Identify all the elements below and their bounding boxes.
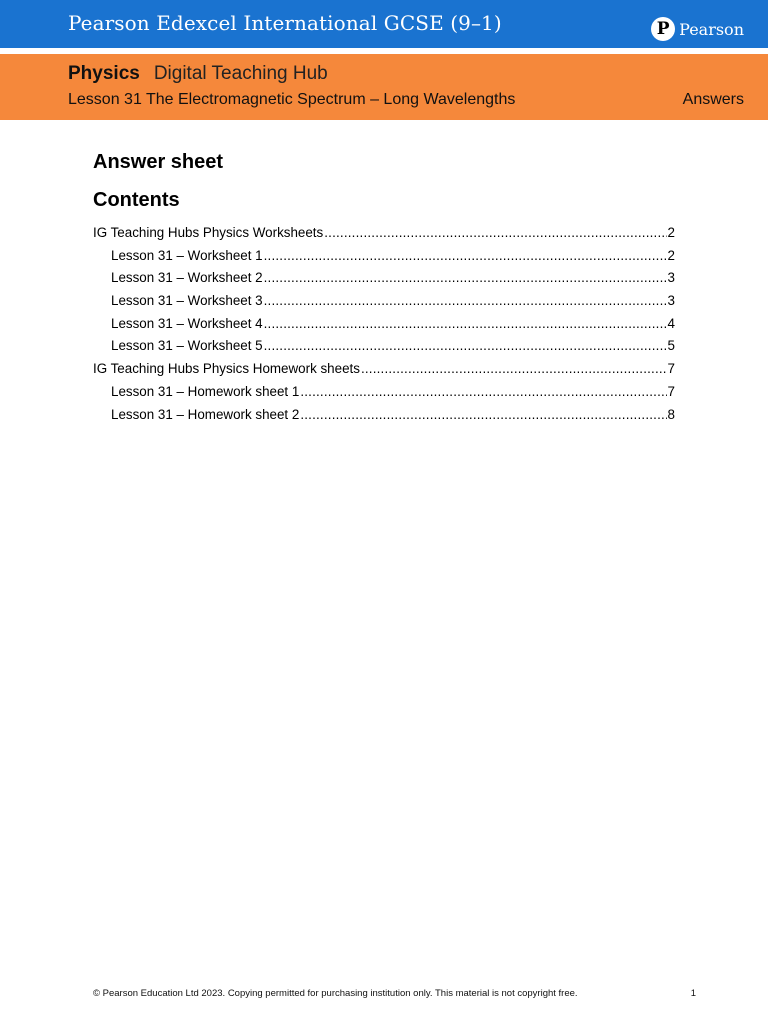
toc-entry[interactable]: [93, 407, 675, 430]
page-number: 1: [690, 988, 696, 999]
subject-name: Physics: [68, 63, 140, 84]
toc-dot-leader: [264, 270, 667, 285]
toc-entry-label: IG Teaching Hubs Physics Worksheets: [93, 225, 324, 240]
toc-page-number: 3: [667, 293, 675, 309]
toc-page-number: 7: [667, 361, 675, 377]
toc-entry-label: Lesson 31 – Worksheet 3: [111, 293, 263, 309]
toc-entry[interactable]: [93, 293, 675, 316]
top-header-bar: [0, 0, 768, 48]
toc-entry[interactable]: [93, 316, 675, 339]
toc-dot-leader: [324, 225, 666, 240]
toc-dot-leader: [300, 407, 666, 422]
toc-page-number: 2: [667, 247, 675, 263]
toc-dot-leader: [264, 248, 667, 263]
table-of-contents: [93, 225, 675, 429]
toc-entry-label: Lesson 31 – Homework sheet 1: [111, 383, 300, 399]
toc-entry[interactable]: [93, 384, 675, 407]
toc-entry-label: Lesson 31 – Homework sheet 2: [111, 406, 300, 422]
toc-entry-label: IG Teaching Hubs Physics Homework sheets: [93, 361, 360, 377]
toc-entry[interactable]: [93, 338, 675, 361]
toc-page-number: 4: [667, 315, 675, 331]
toc-entry[interactable]: [93, 361, 675, 384]
hub-name: Digital Teaching Hub: [153, 63, 328, 84]
contents-heading: Contents: [93, 189, 180, 211]
toc-dot-leader: [264, 293, 667, 308]
toc-page-number: 5: [667, 338, 675, 354]
toc-dot-leader: [264, 338, 667, 353]
answers-label: Answers: [682, 91, 744, 108]
lesson-title: Lesson 31 The Electromagnetic Spectrum – Long Wavelengths: [68, 91, 516, 108]
toc-page-number: 7: [667, 383, 675, 399]
qualification-title: Pearson Edexcel International GCSE (9–1): [68, 11, 502, 35]
toc-dot-leader: [361, 361, 667, 376]
page-title: Answer sheet: [93, 151, 224, 173]
pearson-logo-text: Pearson: [679, 19, 744, 39]
toc-entry-label: Lesson 31 – Worksheet 1: [111, 247, 263, 263]
toc-entry[interactable]: [93, 248, 675, 271]
toc-entry-label: Lesson 31 – Worksheet 2: [111, 270, 263, 286]
toc-entry[interactable]: [93, 270, 675, 293]
toc-entry-label: Lesson 31 – Worksheet 4: [111, 315, 263, 331]
toc-entry-label: Lesson 31 – Worksheet 5: [111, 338, 263, 354]
toc-dot-leader: [300, 384, 666, 399]
toc-page-number: 8: [667, 406, 675, 422]
toc-dot-leader: [264, 316, 667, 331]
subject-line: [68, 63, 328, 85]
toc-entry[interactable]: [93, 225, 675, 248]
pearson-logo: [651, 16, 744, 42]
copyright-footer: © Pearson Education Ltd 2023. Copying permitted for purchasing institution only. This material is not copyright free.: [93, 988, 578, 999]
toc-page-number: 3: [667, 270, 675, 286]
toc-page-number: 2: [667, 225, 675, 240]
pearson-logo-icon: P: [651, 17, 675, 41]
